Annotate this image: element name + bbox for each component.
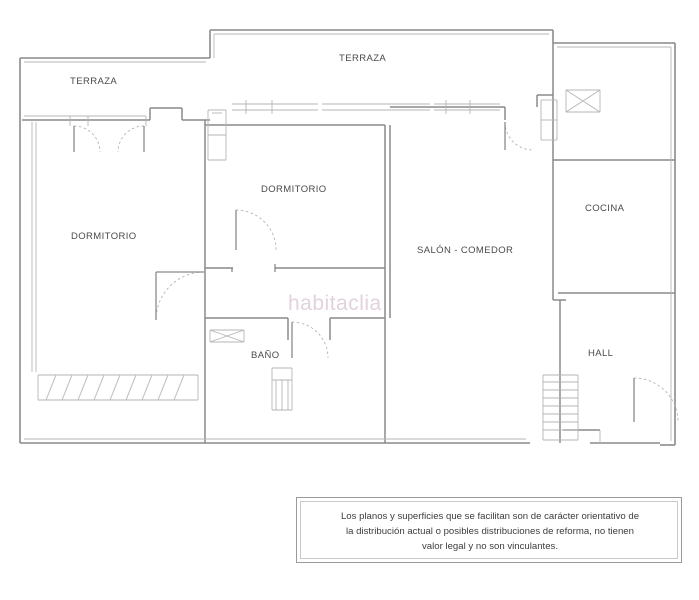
disclaimer-line-3: valor legal y no son vinculantes.: [422, 541, 558, 552]
room-label-dormitorio-izquierdo: DORMITORIO: [71, 231, 137, 242]
plan-interior-walls: [22, 43, 675, 443]
disclaimer-line-2: la distribución actual o posibles distribuciones de reforma, no tienen: [346, 526, 634, 537]
room-label-terraza-izquierda: TERRAZA: [70, 76, 118, 87]
room-label-terraza-superior: TERRAZA: [339, 53, 387, 64]
room-label-salon-comedor: SALÓN - COMEDOR: [417, 245, 514, 256]
room-label-bano: BAÑO: [251, 350, 280, 361]
room-label-dormitorio-principal: DORMITORIO: [261, 184, 327, 195]
disclaimer-line-1: Los planos y superficies que se facilitan son de carácter orientativo de: [340, 511, 640, 522]
plan-door-leaves: [74, 122, 634, 422]
watermark-habitaclia: habitaclia: [288, 292, 382, 315]
room-label-cocina: COCINA: [585, 203, 625, 214]
room-label-hall: HALL: [588, 348, 614, 359]
disclaimer-box: [296, 497, 682, 563]
